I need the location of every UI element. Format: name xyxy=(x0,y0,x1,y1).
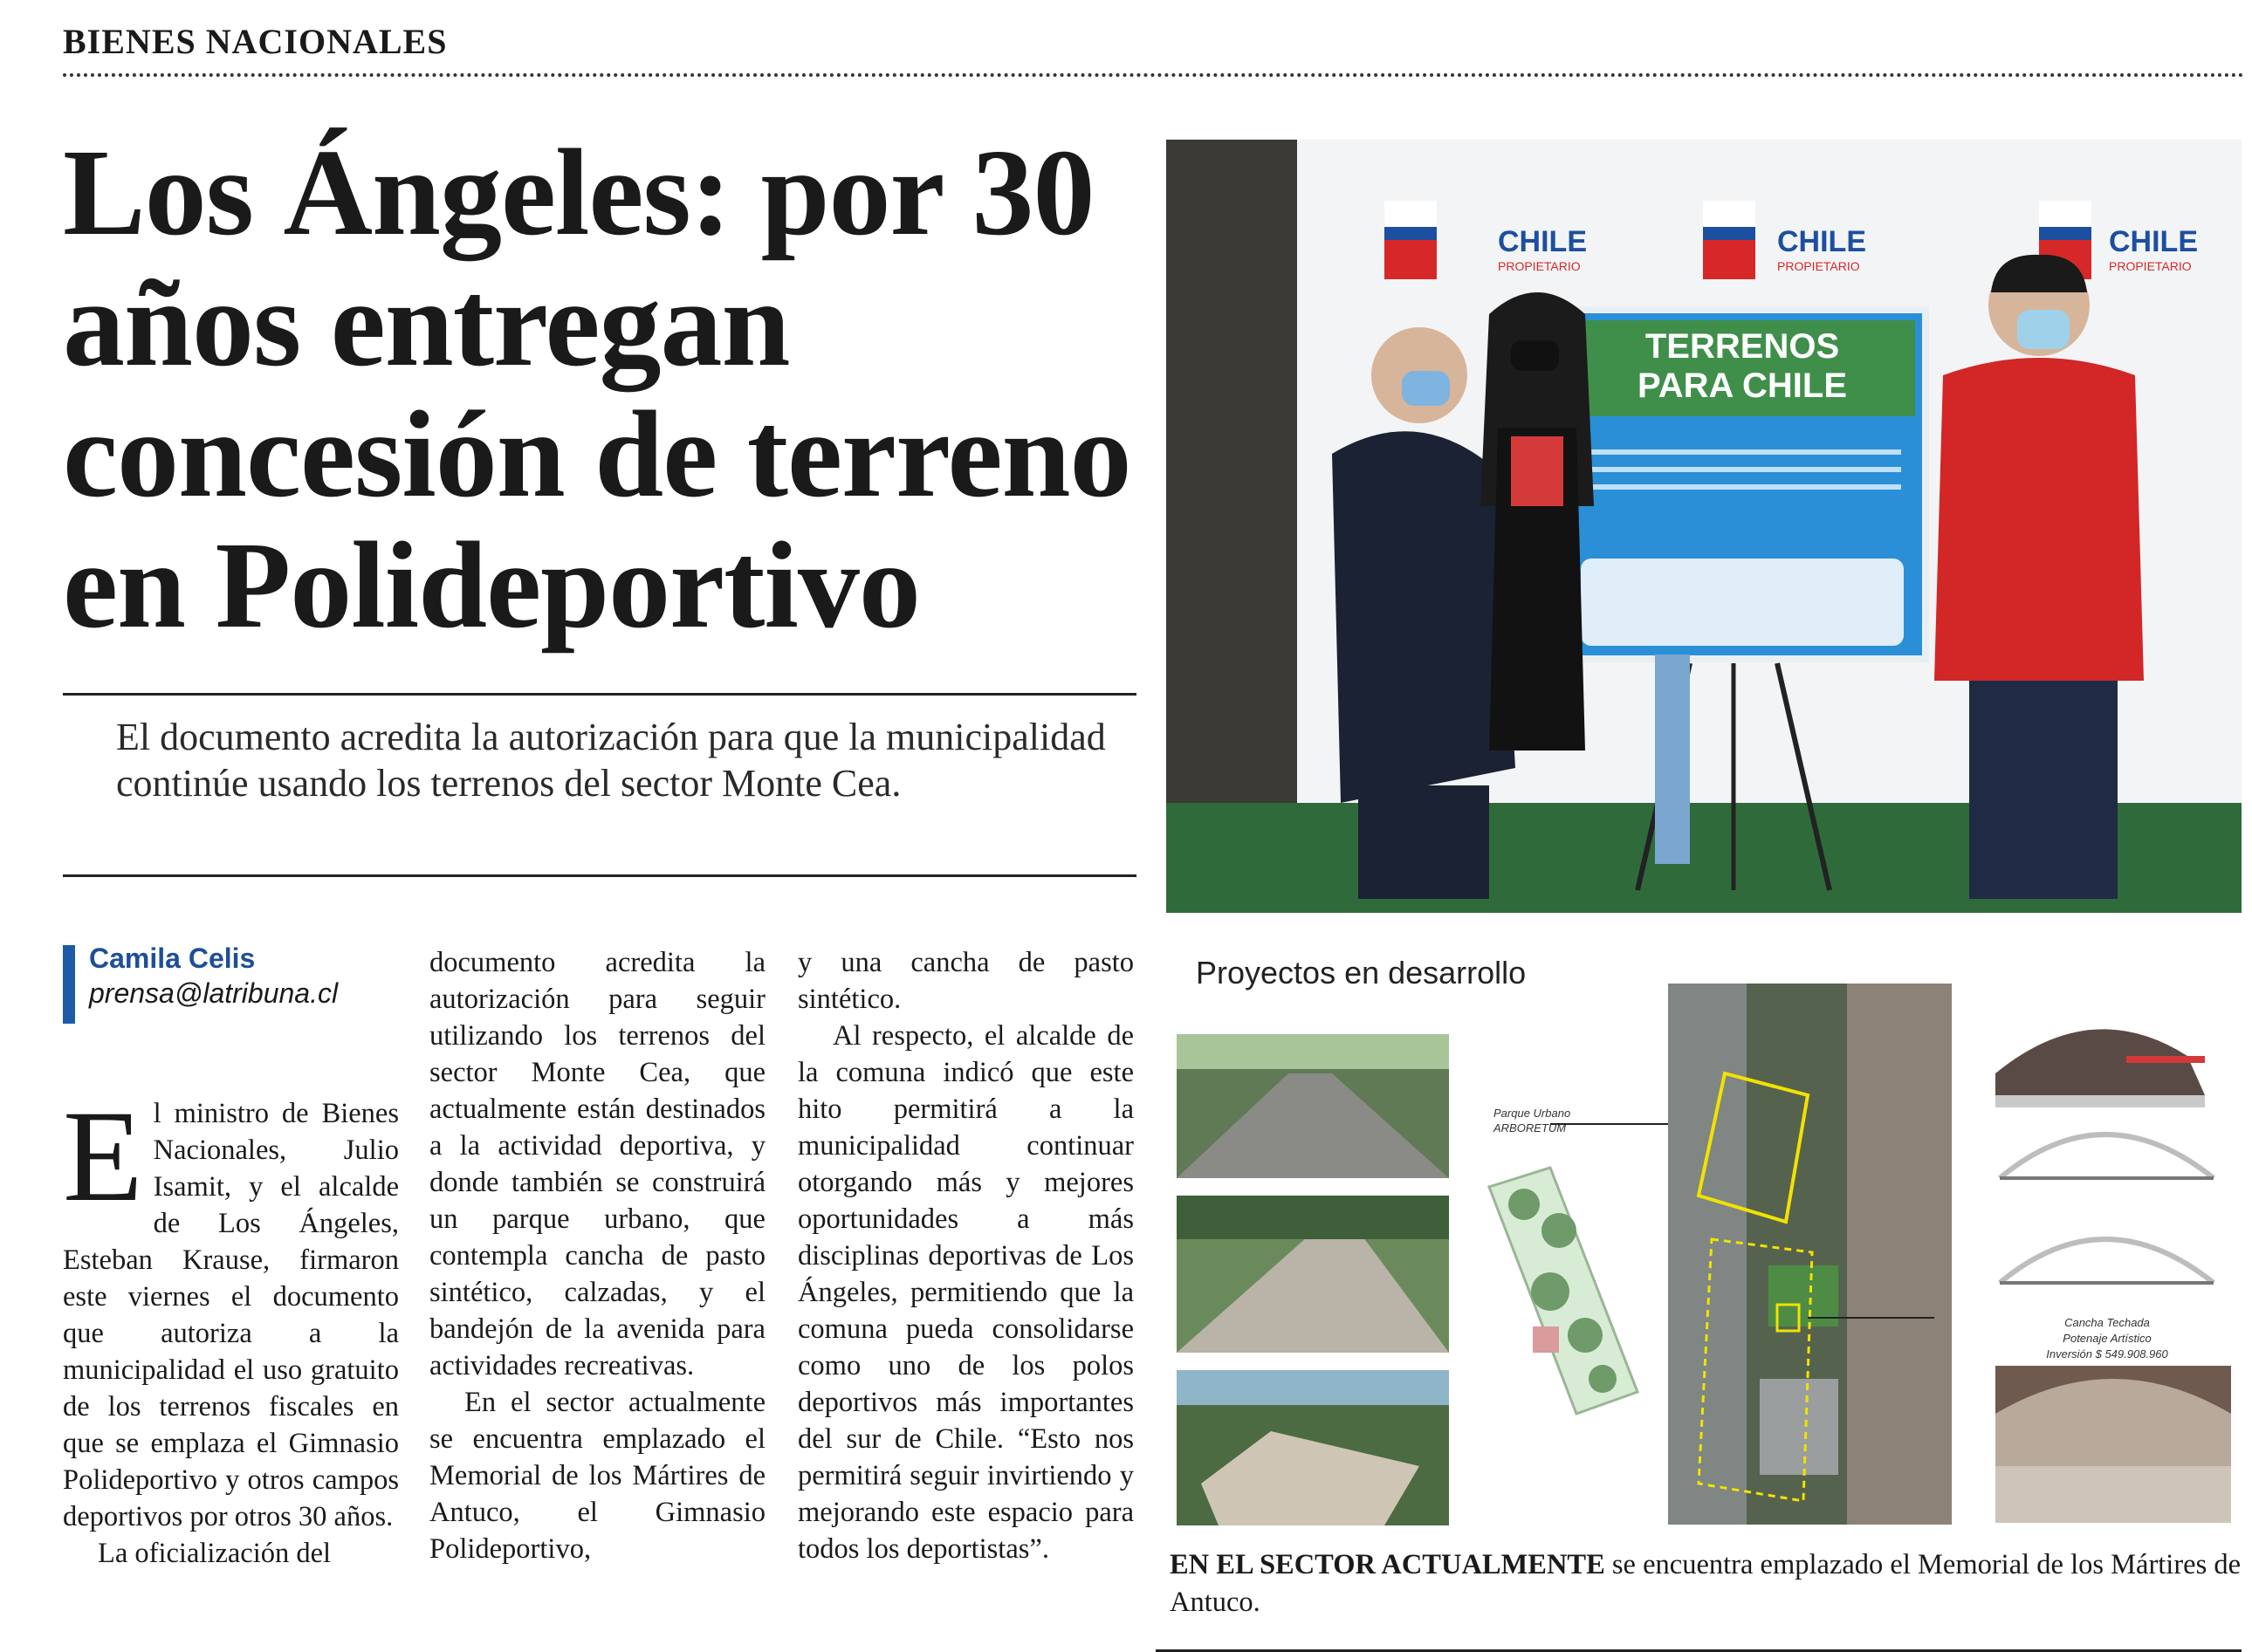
caption-lead: EN EL SECTOR ACTUALMENTE xyxy=(1170,1549,1605,1580)
drop-cap: E xyxy=(63,1084,143,1229)
body-column-2 xyxy=(429,944,766,1567)
body-paragraph: En el sector actualmente se encuentra emplazado el Memorial de los Mártires de Antuco, el Gimnasio Polideportivo, xyxy=(429,1387,766,1565)
body-column-1 xyxy=(63,1084,399,1572)
svg-text:ARBORETUM: ARBORETUM xyxy=(1493,1121,1567,1134)
park-site-plan xyxy=(1489,1107,1681,1414)
render-court-interior xyxy=(1995,1366,2231,1523)
section-label: BIENES NACIONALES xyxy=(63,22,448,61)
svg-text:CHILE: CHILE xyxy=(1498,225,1587,258)
headline: Los Ángeles: por 30 años entregan concesión de terreno en Polideportivo xyxy=(63,123,1131,654)
body-column-3 xyxy=(798,944,1134,1567)
body-paragraph: l ministro de Bienes Nacionales, Julio Isamit, y el alcalde de Los Ángeles, Esteban Krause, firmaron este viernes el documento que autoriza a la municipalidad el uso gratuito de los terrenos fiscales en que se emplaza el Gimnasio Polideportivo y otros campos deportivos por otros 30 años. xyxy=(63,1098,399,1532)
render-walkway-1 xyxy=(1177,1034,1449,1178)
court-labels xyxy=(2046,1316,2168,1361)
lead-paragraph: El documento acredita la autorización para que la municipalidad continúe usando los terrenos del sector Monte Cea. xyxy=(116,716,1106,805)
svg-text:Parque Urbano: Parque Urbano xyxy=(1493,1107,1571,1120)
caption-text: se encuentra emplazado el Memorial de los Mártires de Antuco. xyxy=(1170,1549,2242,1618)
author-accent-bar xyxy=(63,945,75,1024)
lead-top-rule xyxy=(63,693,1136,696)
author-email[interactable]: prensa@latribuna.cl xyxy=(89,977,339,1009)
svg-text:Cancha Techada: Cancha Techada xyxy=(2064,1316,2150,1329)
signing-board xyxy=(1559,310,1926,659)
svg-text:Potenaje Artístico: Potenaje Artístico xyxy=(2063,1332,2152,1345)
svg-text:PROPIETARIO: PROPIETARIO xyxy=(1498,259,1581,273)
svg-text:PROPIETARIO: PROPIETARIO xyxy=(2109,259,2192,273)
render-roofed-court xyxy=(1995,1029,2205,1107)
body-paragraph: Al respecto, el alcalde de la comuna indicó que este hito permitirá a la municipalidad continuar otorgando más y mejores oportunidades a más disciplinas deportivas de Los Ángeles, permitiendo que la comuna pueda consolidarse como uno de los polos deportivos más importantes del sur de Chile. “Esto nos permitirá seguir invirtiendo y mejorando este espacio para todos los deportistas”. xyxy=(798,1020,1134,1565)
render-walkway-3 xyxy=(1177,1370,1449,1525)
infographic-title: Proyectos en desarrollo xyxy=(1196,955,1527,991)
aerial-photo xyxy=(1668,984,1952,1525)
body-paragraph: documento acredita la autorización para seguir utilizando los terrenos del sector Monte Cea, que actualmente están destinados a la actividad deportiva, y donde también se construirá un parque urbano, que contempla cancha de pasto sintético, calzadas, y el bandejón de la avenida para actividades recreativas. xyxy=(429,947,766,1381)
body-paragraph: y una cancha de pasto sintético. xyxy=(798,947,1134,1015)
render-walkway-2 xyxy=(1177,1196,1449,1353)
svg-text:Inversión $ 549.908.960: Inversión $ 549.908.960 xyxy=(2046,1347,2168,1361)
svg-text:CHILE: CHILE xyxy=(2109,225,2198,258)
lead-bottom-rule xyxy=(63,874,1136,877)
svg-text:CHILE: CHILE xyxy=(1777,225,1866,258)
svg-text:TERRENOS: TERRENOS xyxy=(1644,327,1840,366)
signing-photo xyxy=(1166,140,2242,913)
projects-infographic xyxy=(1166,943,2242,1536)
svg-text:PROPIETARIO: PROPIETARIO xyxy=(1777,259,1860,273)
author-name: Camila Celis xyxy=(89,943,256,974)
body-paragraph: La oficialización del xyxy=(98,1538,332,1569)
court-section-b xyxy=(2000,1239,2214,1283)
photo-caption xyxy=(1170,1546,2243,1621)
svg-text:PARA CHILE: PARA CHILE xyxy=(1638,367,1847,405)
court-section-a xyxy=(2000,1134,2214,1178)
section-divider xyxy=(63,73,2245,77)
